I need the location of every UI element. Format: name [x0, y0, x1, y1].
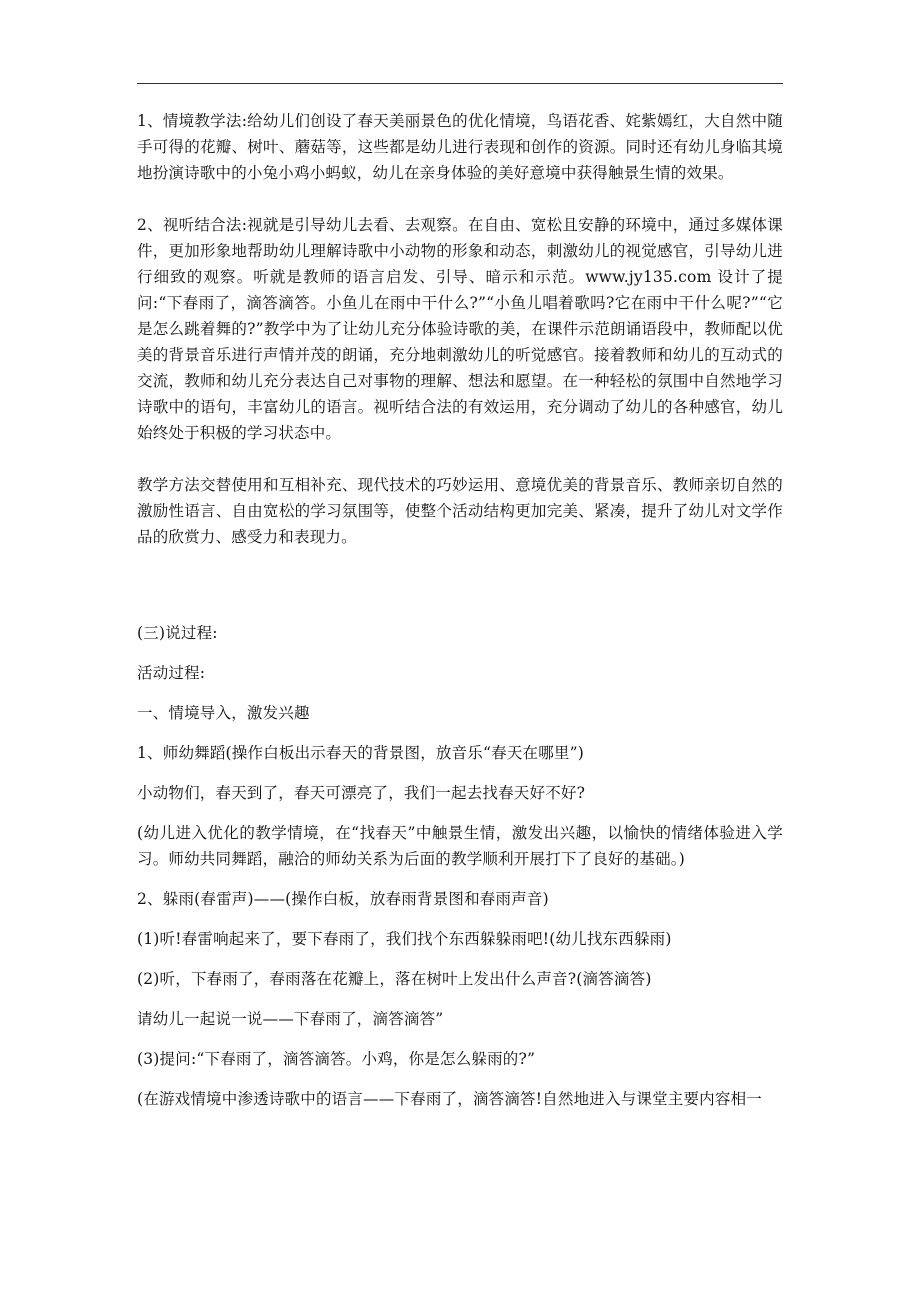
step-say-together: 请幼儿一起说一说——下春雨了，滴答滴答”	[137, 1010, 444, 1028]
section-gap	[137, 576, 783, 620]
subheading-activity-process: 活动过程:	[137, 664, 206, 682]
paragraph-audiovisual-method: 2、视听结合法:视就是引导幼儿去看、去观察。在自由、宽松且安静的环境中，通过多媒体课件，更加形象地帮助幼儿理解诗歌中小动物的形象和动态，刺激幼儿的视觉感官，引导幼儿进行细致的观察。听就是教师的语言启发、引导、暗示和示范。www.jy135.com 设计了提问:“下春雨了，滴答滴答。小鱼儿在雨中干什么?”“小鱼儿唱着歌吗?它在雨中干什么呢?”“它是怎么跳着舞的?”教学中为了让幼儿充分体验诗歌的美，在课件示范朗诵语段中，教师配以优美的背景音乐进行声情并茂的朗诵，充分地刺激幼儿的听觉感官。接着教师和幼儿的互动式的交流，教师和幼儿充分表达自己对事物的理解、想法和愿望。在一种轻松的氛围中自然地学习诗歌中的语句，丰富幼儿的语言。视听结合法的有效运用，充分调动了幼儿的各种感官，幼儿始终处于积极的学习状态中。	[137, 216, 783, 442]
step-heading-situational-intro: 一、情境导入，激发兴趣	[137, 704, 310, 722]
step-listen-thunder: (1)听!春雷响起来了，要下春雨了，我们找个东西躲躲雨吧!(幼儿找东西躲雨)	[137, 930, 672, 948]
step-dance: 1、师幼舞蹈(操作白板出示春天的背景图，放音乐“春天在哪里”)	[137, 744, 585, 762]
section-heading-process: (三)说过程:	[137, 624, 218, 642]
step-question-chick: (3)提问:“下春雨了，滴答滴答。小鸡，你是怎么躲雨的?”	[137, 1050, 536, 1068]
paragraph-method-summary: 教学方法交替使用和互相补充、现代技术的巧妙运用、意境优美的背景音乐、教师亲切自然的激励性语言、自由宽松的学习氛围等，使整个活动结构更加完美、紧凑，提升了幼儿对文学作品的欣赏力、感受力和表现力。	[137, 476, 783, 546]
note-intro-effect: (幼儿进入优化的教学情境，在“找春天”中触景生情，激发出兴趣，以愉快的情绪体验进入学习。师幼共同舞蹈，融洽的师幼关系为后面的教学顺利开展打下了良好的基础。)	[137, 824, 783, 868]
step-listen-rain: (2)听，下春雨了，春雨落在花瓣上，落在树叶上发出什么声音?(滴答滴答)	[137, 970, 652, 988]
note-game-language: (在游戏情境中渗透诗歌中的语言——下春雨了，滴答滴答!自然地进入与课堂主要内容相一	[137, 1090, 762, 1108]
teacher-line-spring: 小动物们，春天到了，春天可漂亮了，我们一起去找春天好不好?	[137, 784, 586, 802]
header-rule	[137, 83, 783, 84]
paragraph-situational-method: 1、情境教学法:给幼儿们创设了春天美丽景色的优化情境，鸟语花香、姹紫嫣红，大自然中随手可得的花瓣、树叶、蘑菇等，这些都是幼儿进行表现和创作的资源。同时还有幼儿身临其境地扮演诗歌中的小兔小鸡小蚂蚁，幼儿在亲身体验的美好意境中获得触景生情的效果。	[137, 112, 783, 182]
document-body	[137, 108, 783, 1126]
step-avoid-rain: 2、躲雨(春雷声)——(操作白板，放春雨背景图和春雨声音)	[137, 890, 549, 908]
